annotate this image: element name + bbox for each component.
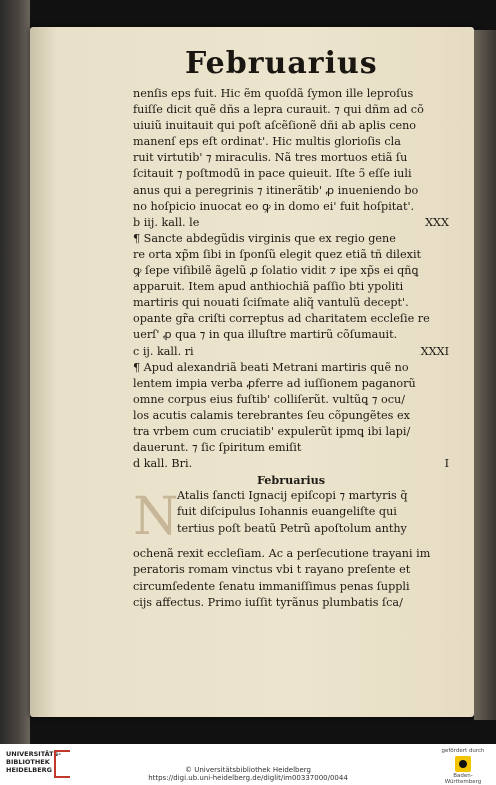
date-left: c ij. kall. ri	[133, 344, 194, 358]
text-line: apparuit. Item apud anthiochiã paſſio bti ypoliti	[133, 280, 404, 294]
text-line: no hoſpicio inuocat eo ꝙ in domo ei' fuit hoſpitat'.	[133, 199, 415, 213]
text-line: Atalis ſancti Ignacij epiſcopi ⁊ martyris q̃	[177, 489, 408, 503]
initial-paragraph	[133, 488, 449, 546]
text-line: re orta xp̃m ſibi in ſponſũ elegit quez etiã tñ dilexit	[133, 247, 422, 261]
text-line: fuit diſcipulus Iohannis euangeliſte qui	[177, 505, 397, 519]
library-name-line: HEIDELBERG	[6, 766, 53, 774]
text-line: uiuiũ inuitauit qui poſt aſcẽſionẽ dñi ab aplis ceno	[133, 119, 417, 133]
text-line: nenſis eps fuit. Hic ẽm quoſdã ſymon ille leproſus	[133, 87, 414, 100]
text-section-before	[133, 86, 449, 215]
viewer-footer	[0, 744, 496, 785]
text-line: ſcitauit ⁊ poſtmodũ in pace quieuit. Iſte ↄ̃ eſſe iuli	[133, 167, 412, 181]
month-subheading: Februarius	[256, 473, 326, 488]
text-line: ¶ Apud alexandriã beati Metrani martiris quẽ no	[133, 360, 409, 374]
text-line: anus qui a peregrinis ⁊ itinerãtib' ꝓ inueniendo bo	[133, 183, 419, 197]
calendar-date-row-2	[133, 344, 449, 360]
date-left: d kall. Bri.	[133, 457, 193, 471]
text-line: manenſ eps eſt ordinat'. Hic multis glorioſis cla	[133, 135, 401, 149]
date-right: XXX	[425, 215, 449, 229]
copyright-block	[0, 766, 496, 782]
text-line: tra vrbem cum cruciatib' expulerũt ipmꝗ ibi lapi/	[133, 424, 411, 438]
funding-label: gefördert durch	[441, 748, 485, 754]
text-line: opante gr̃a criſti correptus ad charitatem eccleſie re	[133, 312, 430, 326]
calendar-date-row-1	[133, 215, 449, 231]
permalink-url[interactable]: https://digi.ub.uni-heidelberg.de/diglit/im00337000/0044	[148, 774, 348, 782]
text-section-ignatius	[133, 546, 449, 610]
text-line: ruit virtutib' ⁊ miraculis. Nã tres mortuos etiã ſu	[133, 151, 408, 165]
text-line: ¶ Sancte abdegũdis virginis que ex regio gene	[133, 231, 396, 245]
library-name-line: BIBLIOTHEK	[6, 758, 50, 766]
initial-lines	[177, 488, 449, 546]
date-right: I	[444, 457, 449, 471]
text-line: los acutis calamis terebrantes ſeu cõpungẽtes ex	[133, 408, 410, 422]
book-spine	[0, 0, 30, 744]
text-line: cijs affectus. Primo iuſſit tyrãnus plumbatis ſca/	[133, 595, 403, 609]
text-line: tertius poſt beatũ Petrũ apoſtolum anthy	[177, 521, 407, 535]
text-line: circumſedente ſenatu immaniſſimus penas ſuppli	[133, 579, 410, 593]
main-text-block	[133, 86, 449, 611]
text-line: martiris qui nouati ſciſmate aliq̃ vantulũ decept'.	[133, 296, 409, 310]
calendar-date-row-3	[133, 456, 449, 472]
text-line: omne corpus eius fuſtib' colliſerũt. vultũꝗ ⁊ ocu/	[133, 392, 406, 406]
page-fore-edge	[474, 30, 496, 720]
text-line: peratoris romam vinctus vbi t rayano preſente et	[133, 563, 411, 577]
text-line: ochenã rexit eccleſiam. Ac a perſecutione trayani im	[133, 547, 431, 561]
text-line: dauerunt. ⁊ ſic ſpiritum emiſit	[133, 441, 302, 455]
date-right: XXXI	[420, 344, 449, 358]
text-section-metranus	[133, 360, 449, 457]
text-line: uerſ' ꝓ qua ⁊ in qua illuſtre martirũ cõſumauit.	[133, 328, 398, 342]
text-line: lentem impia verba ꝓferre ad iuſſionem paganorũ	[133, 376, 416, 390]
library-name-line: UNIVERSITÄTS-	[6, 750, 61, 758]
date-left: b iij. kall. le	[133, 215, 200, 229]
text-line: fuiſſe dicit quẽ dñs a lepra curauit. ⁊ qui dñm ad cõ	[133, 103, 424, 117]
text-line: ꝙ ſepe viſibilẽ ãgelũ ꝓ ſolatio vidit ⁊ ipe xp̃s ei qñꝗ	[133, 264, 419, 278]
running-head: Februarius	[185, 46, 378, 81]
baden-wuerttemberg-logo-icon	[455, 756, 471, 772]
copyright-text: © Universitätsbibliothek Heidelberg	[184, 766, 311, 774]
decorated-initial: N	[133, 487, 179, 548]
text-section-abdegundis	[133, 231, 449, 344]
funding-block	[438, 748, 488, 785]
funder-name: Baden-Württemberg	[444, 773, 482, 785]
